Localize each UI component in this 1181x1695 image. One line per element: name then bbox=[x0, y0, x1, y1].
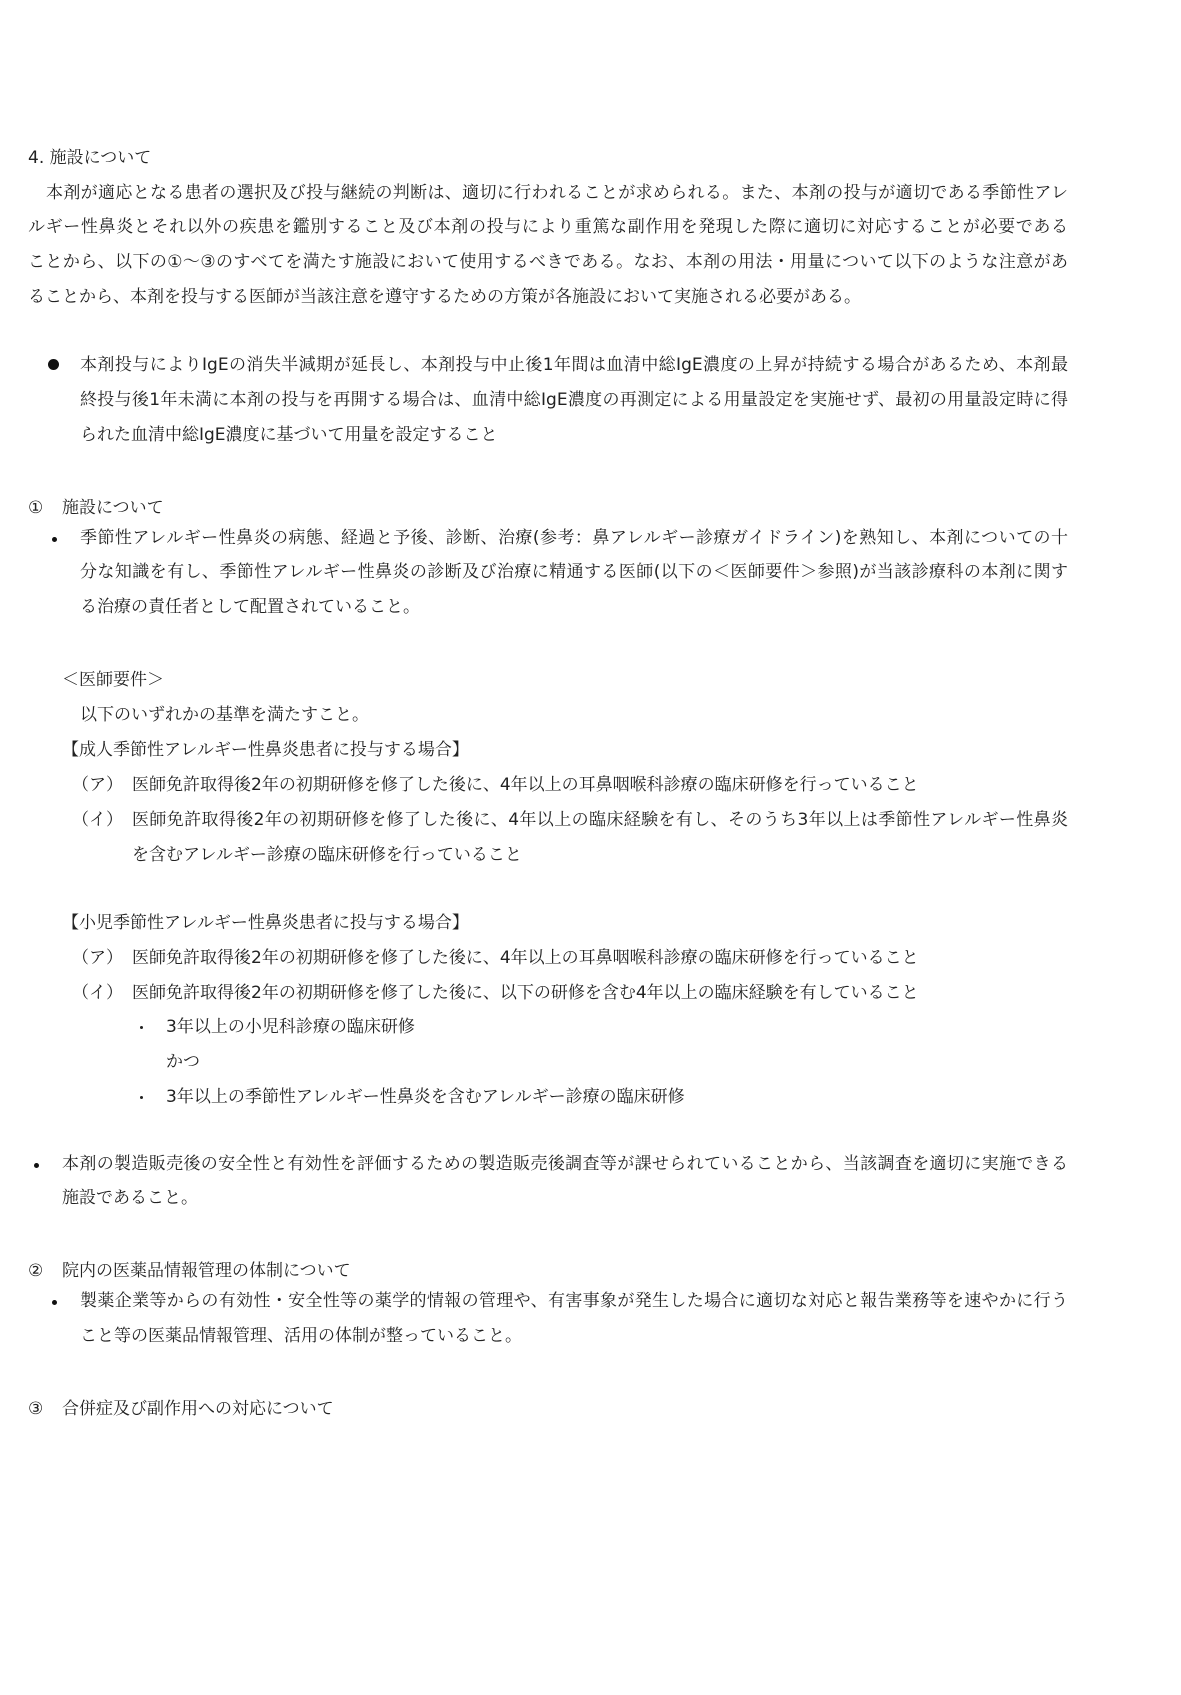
intro-line-4: ることから、本剤を投与する医師が当該注意を遵守するための方策が各施設において実施される必要がある。 bbox=[28, 287, 861, 307]
child-a-label: （ア） bbox=[72, 948, 123, 968]
intro-line-2: ルギー性鼻炎とそれ以外の疾患を鑑別すること及び本剤の投与により重篤な副作用を発現した際に適切に対応することが必要である bbox=[28, 217, 1068, 237]
bullet-icon bbox=[52, 537, 57, 542]
caution-line-2: 終投与後1年未満に本剤の投与を再開する場合は、血清中総IgE濃度の再測定による用量設定を実施せず、最初の用量設定時に得 bbox=[80, 390, 1068, 410]
requirements-heading: ＜医師要件＞ bbox=[62, 670, 164, 690]
caution-line-3: られた血清中総IgE濃度に基づいて用量を設定すること bbox=[80, 425, 498, 445]
item1-bullet1-line-3: る治療の責任者として配置されていること。 bbox=[80, 597, 420, 617]
bullet-icon bbox=[34, 1163, 39, 1168]
section-heading: 4. 施設について bbox=[28, 148, 152, 168]
item1-bullet2-line-2: 施設であること。 bbox=[62, 1188, 198, 1208]
item2-bullet-line-1: 製薬企業等からの有効性・安全性等の薬学的情報の管理や、有害事象が発生した場合に適切な対応と報告業務等を速やかに行う bbox=[80, 1291, 1068, 1311]
requirements-intro: 以下のいずれかの基準を満たすこと。 bbox=[80, 705, 369, 725]
child-i-label: （イ） bbox=[72, 983, 123, 1003]
child-a-text: 医師免許取得後2年の初期研修を修了した後に、4年以上の耳鼻咽喉科診療の臨床研修を行っていること bbox=[132, 948, 919, 968]
bullet-icon bbox=[52, 1300, 57, 1305]
bullet-icon bbox=[140, 1096, 143, 1099]
item3-heading: 合併症及び副作用への対応について bbox=[62, 1399, 334, 1419]
bullet-icon bbox=[48, 359, 59, 370]
item2-bullet-line-2: こと等の医薬品情報管理、活用の体制が整っていること。 bbox=[80, 1326, 522, 1346]
intro-line-3: ことから、以下の①～③のすべてを満たす施設において使用するべきである。なお、本剤の用法・用量について以下のような注意があ bbox=[28, 252, 1068, 272]
child-heading: 【小児季節性アレルギー性鼻炎患者に投与する場合】 bbox=[62, 913, 469, 933]
item1-bullet2-line-1: 本剤の製造販売後の安全性と有効性を評価するための製造販売後調査等が課せられていることから、当該調査を適切に実施できる bbox=[62, 1154, 1068, 1174]
item3-number: ③ bbox=[28, 1399, 44, 1419]
adult-heading: 【成人季節性アレルギー性鼻炎患者に投与する場合】 bbox=[62, 740, 469, 760]
child-and: かつ bbox=[166, 1052, 200, 1072]
adult-a-text: 医師免許取得後2年の初期研修を修了した後に、4年以上の耳鼻咽喉科診療の臨床研修を行っていること bbox=[132, 775, 919, 795]
caution-line-1: 本剤投与によりIgEの消失半減期が延長し、本剤投与中止後1年間は血清中総IgE濃度の上昇が持続する場合があるため、本剤最 bbox=[80, 355, 1068, 375]
item1-number: ① bbox=[28, 498, 44, 518]
child-i-text: 医師免許取得後2年の初期研修を修了した後に、以下の研修を含む4年以上の臨床経験を有していること bbox=[132, 983, 919, 1003]
item2-heading: 院内の医薬品情報管理の体制について bbox=[62, 1261, 351, 1281]
child-sub-2: 3年以上の季節性アレルギー性鼻炎を含むアレルギー診療の臨床研修 bbox=[166, 1087, 685, 1107]
bullet-icon bbox=[140, 1026, 143, 1029]
child-sub-1: 3年以上の小児科診療の臨床研修 bbox=[166, 1017, 415, 1037]
item1-heading: 施設について bbox=[62, 498, 164, 518]
adult-i-text-line-2: を含むアレルギー診療の臨床研修を行っていること bbox=[132, 845, 522, 865]
item1-bullet1-line-2: 分な知識を有し、季節性アレルギー性鼻炎の診断及び治療に精通する医師(以下の＜医師要件＞参照)が当該診療科の本剤に関す bbox=[80, 562, 1068, 582]
adult-i-label: （イ） bbox=[72, 810, 123, 830]
adult-i-text-line-1: 医師免許取得後2年の初期研修を修了した後に、4年以上の臨床経験を有し、そのうち3年以上は季節性アレルギー性鼻炎 bbox=[132, 810, 1068, 830]
item2-number: ② bbox=[28, 1261, 44, 1281]
adult-a-label: （ア） bbox=[72, 775, 123, 795]
item1-bullet1-line-1: 季節性アレルギー性鼻炎の病態、経過と予後、診断、治療(参考：鼻アレルギー診療ガイドライン)を熟知し、本剤についての十 bbox=[80, 528, 1068, 548]
intro-line-1: 本剤が適応となる患者の選択及び投与継続の判断は、適切に行われることが求められる。また、本剤の投与が適切である季節性アレ bbox=[46, 183, 1068, 203]
